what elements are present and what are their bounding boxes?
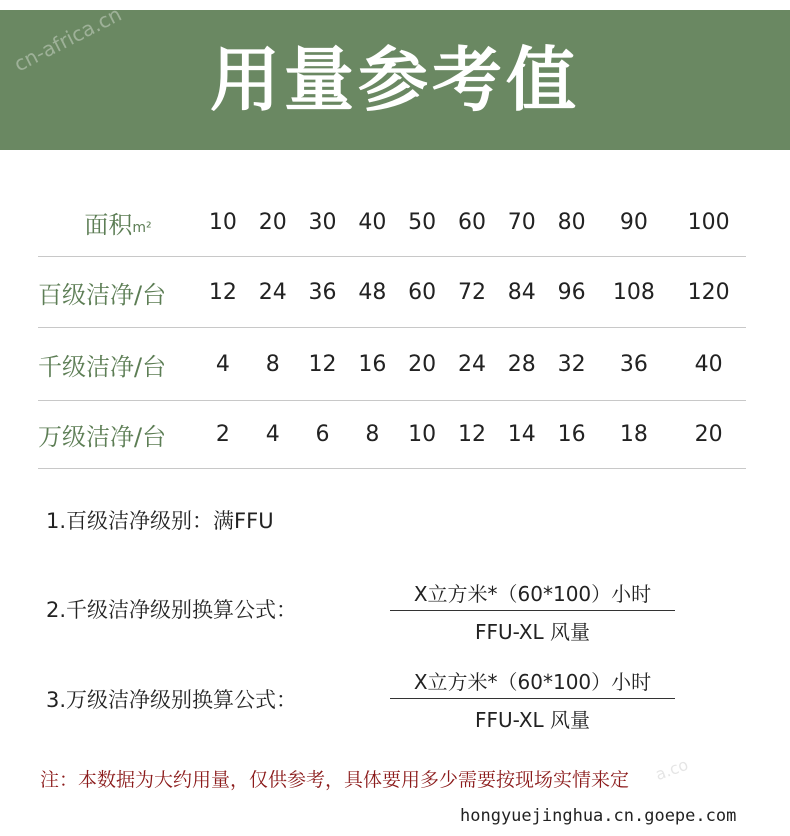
table-cell: 60: [408, 279, 437, 305]
area-value: 70: [507, 209, 536, 235]
note-class1000-label: 2.千级洁净级别换算公式：: [46, 598, 298, 622]
header-row: [38, 188, 746, 257]
table-cell: 8: [265, 351, 280, 377]
usage-table: [38, 188, 746, 469]
formula-class1000: [390, 578, 675, 648]
formula-class10000: [390, 666, 675, 736]
formula-numerator: X立方米*（60*100）小时: [390, 666, 675, 699]
row-label: 百级洁净/台: [38, 280, 167, 309]
table-cell: 84: [507, 279, 536, 305]
area-value: 20: [258, 209, 287, 235]
table-cell: 40: [694, 351, 723, 377]
table-cell: 12: [457, 422, 486, 447]
table-cell: 48: [358, 279, 387, 305]
area-value: 80: [557, 209, 586, 235]
formula-denominator: FFU-XL 风量: [474, 708, 591, 732]
table-cell: 24: [258, 279, 287, 305]
table-cell: 8: [365, 422, 380, 447]
table-cell: 20: [694, 422, 723, 447]
row-label: 千级洁净/台: [38, 352, 167, 381]
table-cell: 4: [265, 422, 280, 447]
table-cell: 6: [315, 422, 330, 447]
table-cell: 36: [308, 279, 337, 305]
table-cell: 108: [612, 279, 655, 305]
table-cell: 16: [358, 351, 387, 377]
formula-denominator: FFU-XL 风量: [474, 620, 591, 644]
table-cell: 20: [408, 351, 437, 377]
watermark-logo: cn-africa.cn: [10, 1, 126, 77]
table-cell: 24: [457, 351, 486, 377]
table-cell: 16: [557, 422, 586, 447]
table-row-class1000: [38, 328, 746, 401]
note-class10000-label: 3.万级洁净级别换算公式：: [46, 688, 298, 712]
table-cell: 2: [215, 422, 230, 447]
area-unit: m²: [132, 219, 152, 236]
formula-numerator: X立方米*（60*100）小时: [390, 578, 675, 611]
table-cell: 72: [457, 279, 486, 305]
source-url: hongyuejinghua.cn.goepe.com: [460, 806, 737, 826]
area-value: 50: [408, 209, 437, 235]
area-value: 40: [358, 209, 387, 235]
table-row-class100: [38, 257, 746, 328]
area-label-text: 面积: [84, 210, 133, 239]
area-value: 100: [687, 209, 730, 235]
area-value: 30: [308, 209, 337, 235]
table-cell: 96: [557, 279, 586, 305]
table-cell: 14: [507, 422, 536, 447]
table-cell: 18: [619, 422, 648, 447]
area-label: [38, 188, 198, 257]
table-cell: 36: [619, 351, 648, 377]
table-cell: 4: [215, 351, 230, 377]
table-cell: 28: [507, 351, 536, 377]
table-cell: 120: [687, 279, 730, 305]
watermark-bottom: a.co: [652, 754, 691, 785]
note-class100: 1.百级洁净级别：满FFU: [46, 509, 274, 533]
row-label: 万级洁净/台: [38, 423, 167, 451]
area-value: 90: [619, 209, 648, 235]
area-value: 60: [457, 209, 486, 235]
title-banner: [0, 10, 790, 150]
table-cell: 10: [408, 422, 437, 447]
disclaimer-note: 注：本数据为大约用量，仅供参考，具体要用多少需要按现场实情来定: [40, 769, 630, 791]
page-title: 用量参考值: [210, 39, 580, 121]
table-cell: 32: [557, 351, 586, 377]
area-value: 10: [208, 209, 237, 235]
table-row-class10000: [38, 401, 746, 469]
table-cell: 12: [308, 351, 337, 377]
table-cell: 12: [208, 279, 237, 305]
